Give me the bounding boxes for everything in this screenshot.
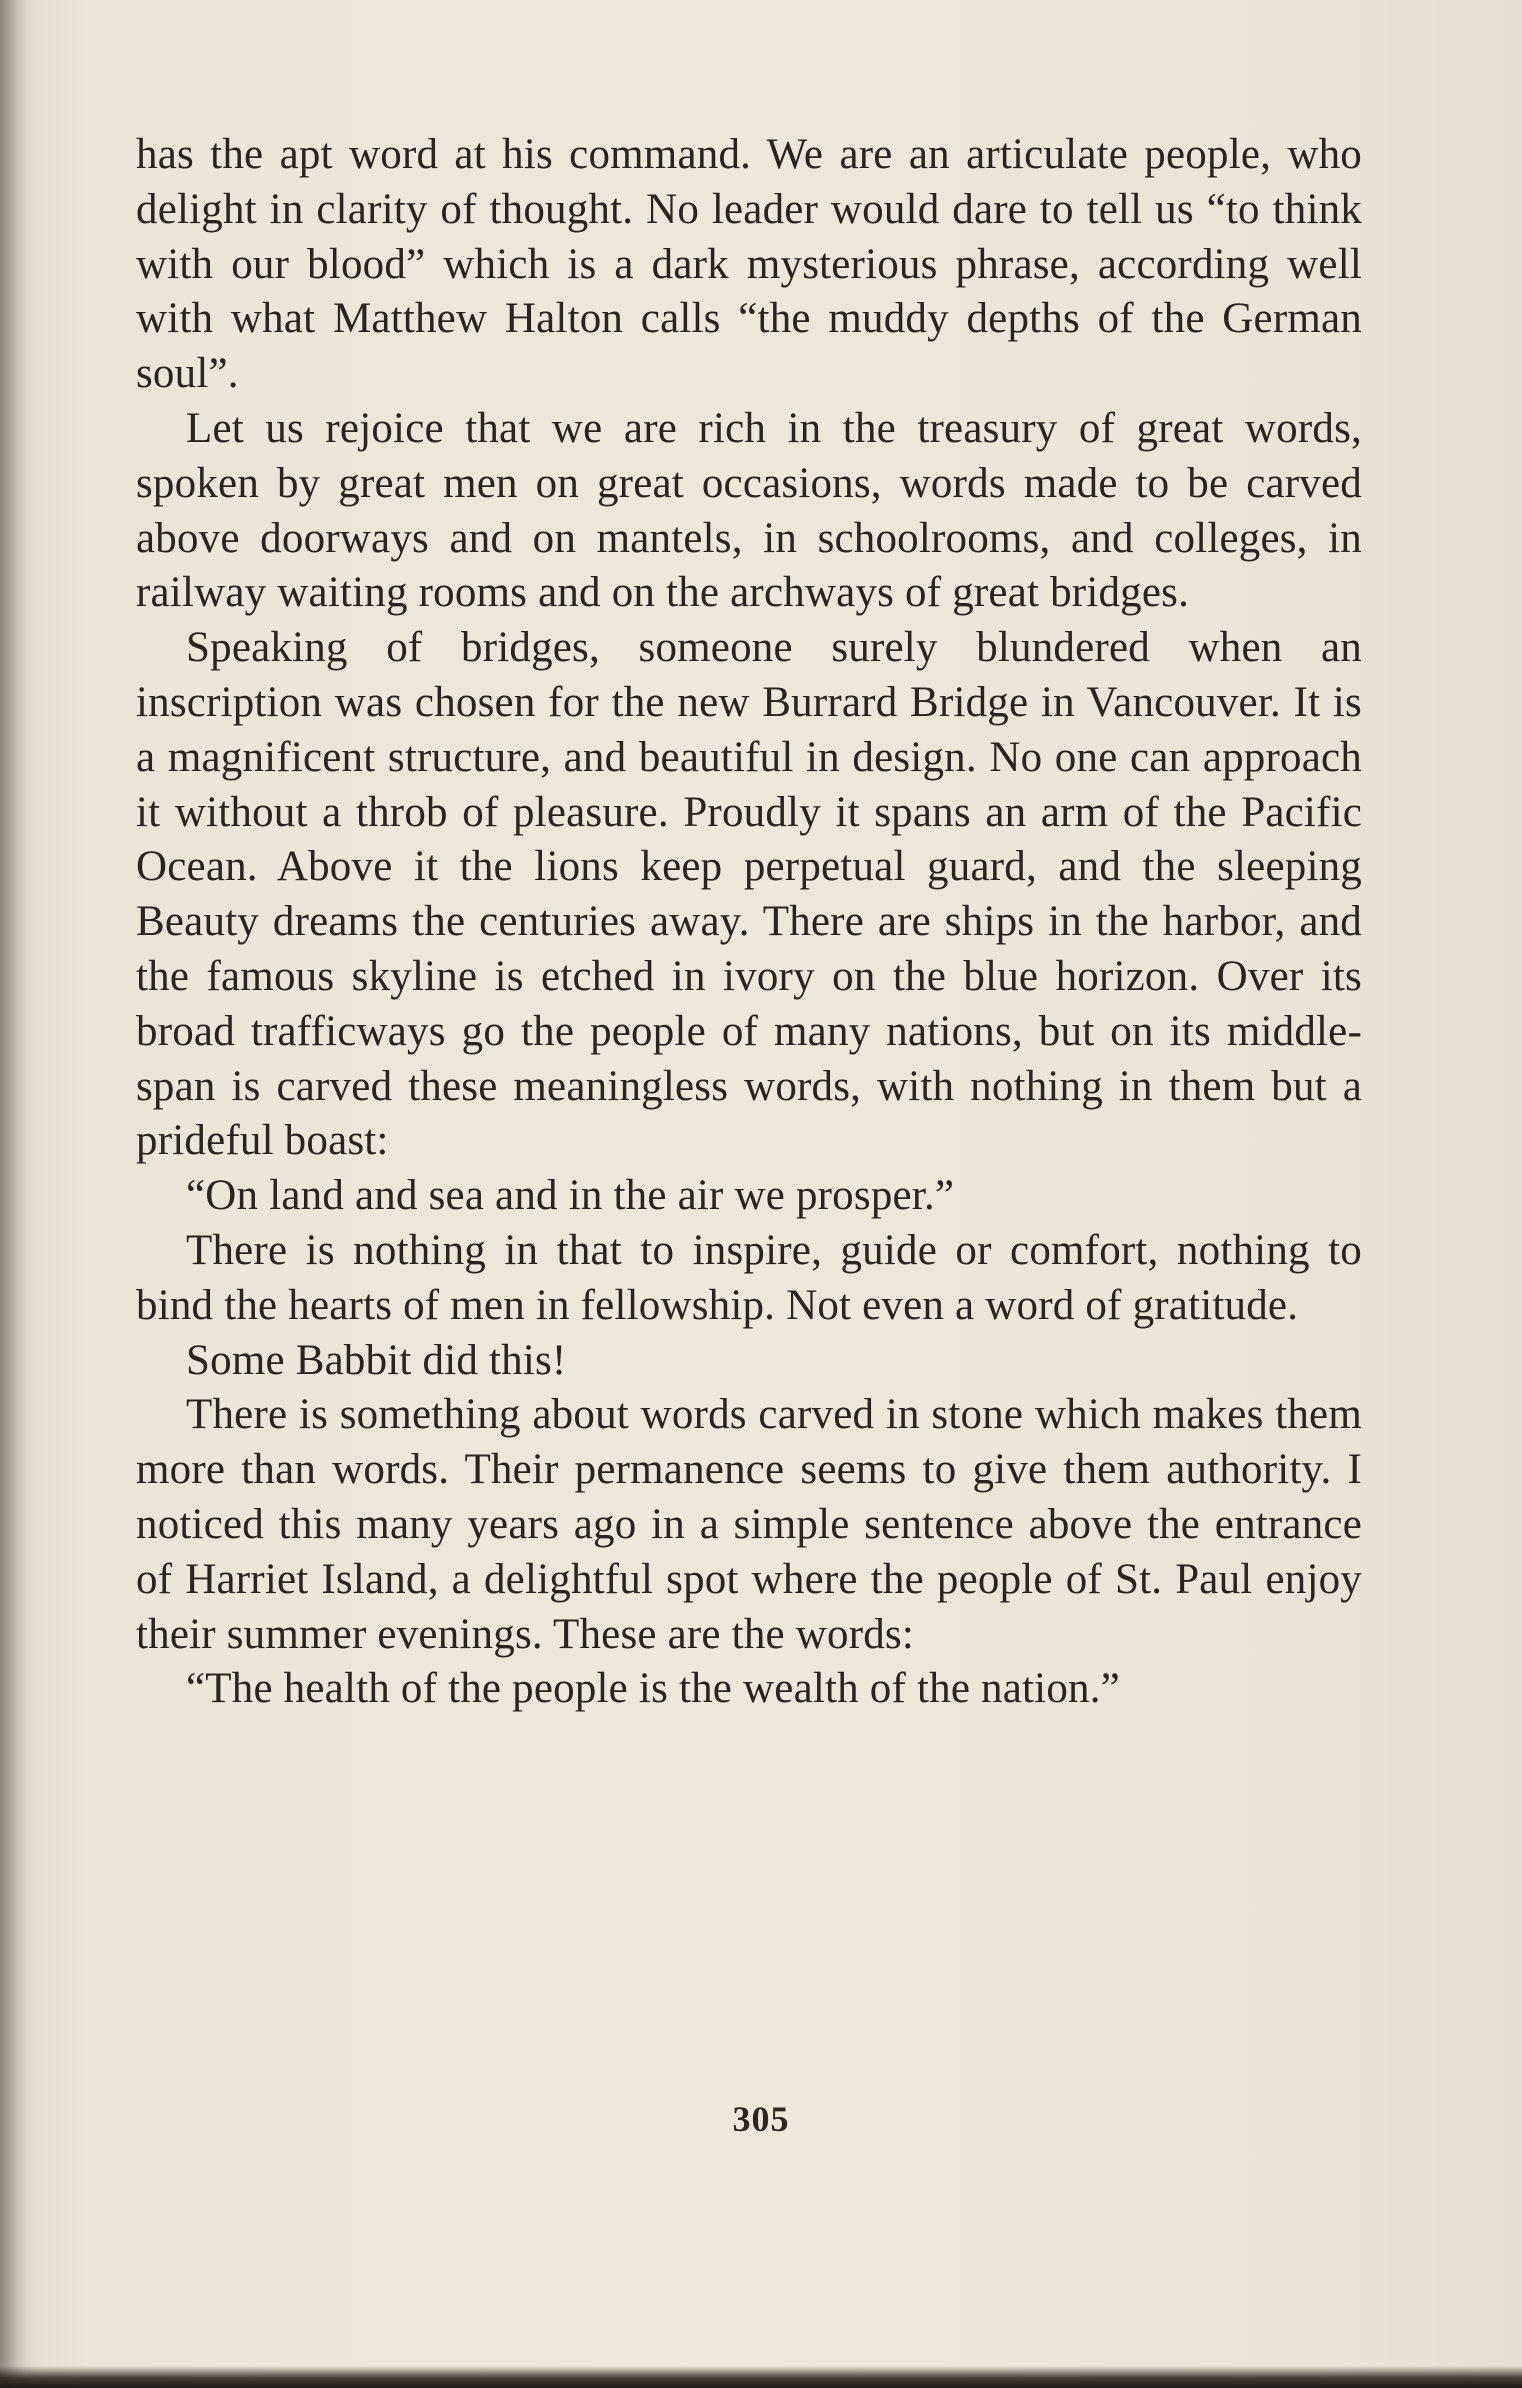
quotation-line: “The health of the people is the wealth of the nation.” [186,1665,1120,1713]
body-text [136,128,1362,1717]
paragraph: There is nothing in that to inspire, guide or comfort, nothing to bind the hearts of men in fellowship. Not even a word of gratitude. [136,1226,1362,1329]
paragraph: Let us rejoice that we are rich in the treasury of great words, spoken by great men on great occasions, words made to be carved above doorways and on mantels, in schoolrooms, and colleges, in railway waiting rooms and on the archways of great bridges. [136,404,1362,617]
paragraph: Some Babbit did this! [186,1336,567,1384]
paragraph: There is something about words carved in stone which makes them more than words. Their permanence seems to give them authority. I noticed this many years ago in a simple sentence above the entrance of Harriet Island, a delightful spot where the people of St. Paul enjoy their summer evenings. These are the words: [136,1391,1362,1658]
page-number: 305 [732,2099,790,2139]
paragraph: has the apt word at his command. We are an articulate people, who delight in clarity of thought. No leader would dare to tell us “to think with our blood” which is a dark mysterious phrase, according well with what Matthew Halton calls “the muddy depths of the German soul”. [136,131,1362,398]
paragraph: Speaking of bridges, someone surely blundered when an inscription was chosen for the new Burrard Bridge in Vancouver. It is a magnificent structure, and beautiful in design. No one can approach it without a throb of pleasure. Proudly it spans an arm of the Pacific Ocean. Above it the lions keep perpetual guard, and the sleeping Beauty dreams the centuries away. There are ships in the harbor, and the famous skyline is etched in ivory on the blue horizon. Over its broad trafficways go the people of many nations, but on its middle-span is carved these meaningless words, with nothing in them but a prideful boast: [136,624,1362,1165]
quotation-line: “On land and sea and in the air we prosper.” [186,1172,955,1220]
binding-gutter-shadow [0,0,26,2388]
page-bottom-edge [0,2366,1522,2388]
